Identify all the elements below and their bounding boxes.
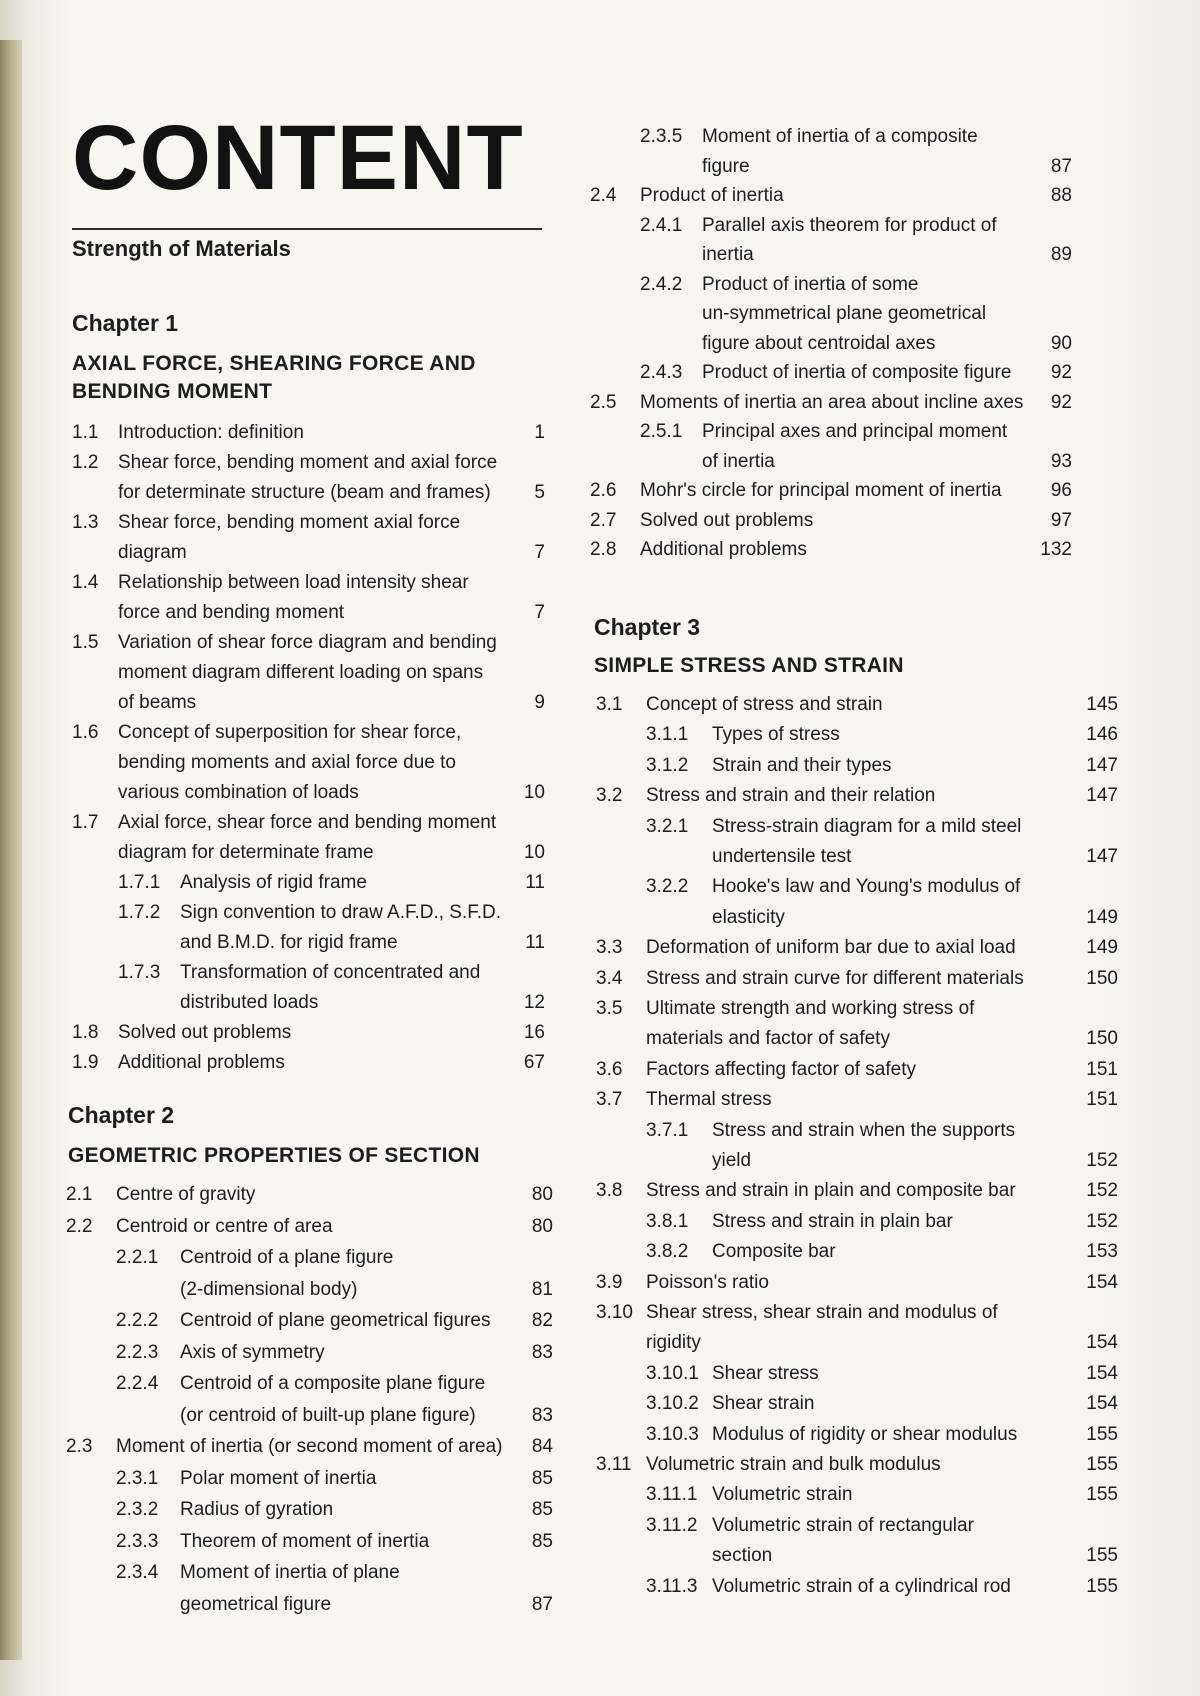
toc-entry-number: 2.4.3 <box>640 362 683 383</box>
toc-entry-text: Volumetric strain of rectangular <box>712 1514 974 1536</box>
toc-entry-number: 2.4.1 <box>640 214 683 236</box>
toc-entry-number: 2.6 <box>590 480 617 501</box>
toc-entry-text: yield <box>712 1149 752 1171</box>
toc-entry-text: Product of inertia of some <box>702 273 919 295</box>
toc-entry-text: Shear stress, shear strain and modulus of <box>646 1302 998 1323</box>
chapter-1-label: Chapter 1 <box>72 310 179 336</box>
toc-entry-text: Principal axes and principal moment <box>702 421 1008 442</box>
toc-entry-text: Radius of gyration <box>180 1499 334 1520</box>
toc-entry-page: 16 <box>523 1022 545 1043</box>
toc-entry-number: 3.2 <box>596 785 623 807</box>
toc-entry <box>0 1207 1200 1237</box>
toc-entry <box>0 1268 1200 1298</box>
toc-entry-page: 92 <box>1050 362 1072 383</box>
toc-entry-text: Thermal stress <box>646 1089 772 1111</box>
toc-entry-text: bending moments and axial force due to <box>118 752 456 773</box>
chapter-1-title-line-2: BENDING MOMENT <box>72 380 273 403</box>
toc-entry-page: 149 <box>1086 906 1118 928</box>
page-title: CONTENT <box>72 107 524 209</box>
toc-entry-text: inertia <box>702 244 754 265</box>
toc-entry-text: Modulus of rigidity or shear modulus <box>712 1423 1018 1445</box>
toc-entry-text: Stress and strain when the supports <box>712 1119 1016 1141</box>
toc-entry-text: Deformation of uniform bar due to axial load <box>646 937 1016 959</box>
toc-entry-number: 2.2.4 <box>116 1373 159 1394</box>
toc-entry-page: 85 <box>531 1499 553 1520</box>
toc-entry <box>0 211 1200 270</box>
toc-entry-number: 1.1 <box>72 422 99 443</box>
toc-entry-page: 155 <box>1086 1545 1118 1567</box>
toc-entry <box>0 1450 1200 1480</box>
toc-entry-text: Centroid of plane geometrical figures <box>180 1310 491 1331</box>
toc-entry-page: 5 <box>534 482 545 503</box>
toc-entry-text: diagram <box>118 542 187 563</box>
toc-entry-page: 10 <box>523 842 545 863</box>
toc-entry <box>0 1116 1200 1177</box>
toc-entry-text: Product of inertia of composite figure <box>702 362 1012 383</box>
toc-entry-text: Stress and strain in plain and composite bar <box>646 1180 1016 1202</box>
toc-entry-number: 3.5 <box>596 998 623 1019</box>
toc-entry-text: Relationship between load intensity shear <box>118 572 469 593</box>
toc-entry <box>0 751 1200 781</box>
toc-entry-text: and B.M.D. for rigid frame <box>180 932 398 953</box>
toc-entry-number: 1.7.2 <box>118 902 161 923</box>
toc-entry-text: of beams <box>118 692 197 713</box>
toc-entry <box>0 781 1200 811</box>
toc-entry-number: 3.1.1 <box>646 724 689 746</box>
toc-entry-text: Types of stress <box>712 724 840 746</box>
toc-entry-text: geometrical figure <box>180 1593 332 1615</box>
subject-title: Strength of Materials <box>72 236 291 261</box>
toc-entry-text: (or centroid of built-up plane figure) <box>180 1404 476 1426</box>
toc-entry-page: 90 <box>1050 332 1072 354</box>
toc-entry-text: moment diagram different loading on spans <box>118 662 484 683</box>
toc-entry-page: 80 <box>531 1215 553 1237</box>
toc-entry-number: 1.7.1 <box>118 872 161 893</box>
chapter-1-title-line-1: AXIAL FORCE, SHEARING FORCE AND <box>72 352 476 375</box>
toc-entry-page: 154 <box>1086 1271 1118 1293</box>
toc-entry-page: 82 <box>531 1310 553 1331</box>
toc-entry-number: 1.3 <box>72 512 99 533</box>
toc-entry-text: Centroid of a plane figure <box>180 1247 394 1268</box>
toc-entry-text: Composite bar <box>712 1241 836 1263</box>
toc-entry-page: 154 <box>1086 1332 1118 1354</box>
toc-entry-page: 147 <box>1086 785 1118 807</box>
toc-entry-text: Moments of inertia an area about incline axes <box>640 391 1024 413</box>
toc-entry <box>0 994 1200 1055</box>
toc-entry-number: 2.3.2 <box>116 1499 159 1520</box>
toc-entry-number: 3.7 <box>596 1089 623 1111</box>
toc-entry-number: 1.5 <box>72 632 99 653</box>
toc-entry-page: 85 <box>531 1467 553 1489</box>
toc-entry-text: Moment of inertia of a composite <box>702 126 978 147</box>
toc-entry <box>0 1420 1200 1450</box>
toc-entry-text: Centroid of a composite plane figure <box>180 1373 486 1394</box>
toc-entry <box>0 181 1200 211</box>
toc-entry-page: 81 <box>531 1278 553 1300</box>
toc-entry-text: un-symmetrical plane geometrical <box>702 303 987 324</box>
chapter-2-label: Chapter 2 <box>68 1102 175 1128</box>
toc-entry <box>0 535 1200 565</box>
toc-entry <box>0 388 1200 418</box>
toc-entry-page: 10 <box>523 782 545 803</box>
toc-entry-text: Centre of gravity <box>116 1184 256 1205</box>
toc-entry-number: 2.2.1 <box>116 1247 159 1268</box>
toc-entry-text: Strain and their types <box>712 754 892 776</box>
toc-entry-page: 96 <box>1050 480 1072 501</box>
toc-entry-number: 3.8.2 <box>646 1241 689 1263</box>
toc-entry-text: Shear force, bending moment and axial force <box>118 452 498 473</box>
toc-entry-text: Parallel axis theorem for product of <box>702 214 997 236</box>
toc-entry-number: 3.10.3 <box>646 1423 699 1445</box>
toc-entry-text: Shear force, bending moment axial force <box>118 512 461 533</box>
toc-entry-number: 3.7.1 <box>646 1119 689 1141</box>
chapter-3-title: SIMPLE STRESS AND STRAIN <box>594 654 904 677</box>
toc-entry <box>0 1176 1200 1206</box>
toc-entry <box>0 270 1200 359</box>
toc-entry-page: 84 <box>531 1436 553 1457</box>
toc-entry-page: 152 <box>1086 1149 1118 1171</box>
toc-entry <box>0 358 1200 388</box>
toc-entry-number: 1.9 <box>72 1052 99 1073</box>
toc-entry-number: 2.2.3 <box>116 1341 159 1363</box>
toc-entry-page: 145 <box>1086 694 1118 715</box>
toc-entry-page: 150 <box>1086 1028 1118 1050</box>
toc-entry-number: 3.10 <box>596 1302 633 1323</box>
toc-entry-number: 3.8.1 <box>646 1210 689 1232</box>
toc-entry-text: Transformation of concentrated and <box>180 962 481 983</box>
toc-entry-text: undertensile test <box>712 845 852 867</box>
toc-entry-text: Mohr's circle for principal moment of inertia <box>640 480 1002 501</box>
toc-entry-text: force and bending moment <box>118 602 345 623</box>
toc-entry-page: 97 <box>1050 509 1072 531</box>
toc-entry-page: 155 <box>1086 1454 1118 1475</box>
toc-entry-text: Product of inertia <box>640 185 784 206</box>
toc-entry-number: 2.2 <box>66 1215 93 1237</box>
toc-entry-page: 155 <box>1086 1484 1118 1506</box>
toc-entry-number: 2.3 <box>66 1436 93 1457</box>
toc-entry-text: diagram for determinate frame <box>118 842 374 863</box>
toc-entry-number: 3.1.2 <box>646 754 689 776</box>
toc-entry-text: Moment of inertia (or second moment of area) <box>116 1436 503 1457</box>
toc-entry-text: Theorem of moment of inertia <box>180 1530 430 1552</box>
toc-entry-text: (2-dimensional body) <box>180 1278 358 1300</box>
toc-entry-text: Hooke's law and Young's modulus of <box>712 876 1021 898</box>
toc-entry-number: 2.7 <box>590 509 617 531</box>
toc-entry <box>0 122 1200 181</box>
toc-entry-number: 2.3.3 <box>116 1530 159 1552</box>
toc-entry <box>0 1298 1200 1359</box>
toc-entry-number: 3.3 <box>596 937 623 959</box>
toc-entry-page: 85 <box>531 1530 553 1552</box>
toc-entry-number: 1.7 <box>72 812 99 833</box>
toc-entry-number: 3.10.1 <box>646 1362 699 1384</box>
toc-entry-number: 2.8 <box>590 539 617 560</box>
toc-entry-text: figure <box>702 155 750 177</box>
toc-entry-number: 2.5.1 <box>640 421 683 442</box>
toc-entry-number: 3.11 <box>596 1454 632 1475</box>
toc-entry-text: Sign convention to draw A.F.D., S.F.D. <box>180 902 502 923</box>
toc-entry-text: of inertia <box>702 450 775 472</box>
toc-entry-text: Solved out problems <box>640 509 814 531</box>
toc-entry <box>0 1055 1200 1085</box>
toc-entry-page: 147 <box>1086 754 1118 776</box>
toc-entry-text: Volumetric strain and bulk modulus <box>646 1454 941 1475</box>
toc-entry <box>0 690 1200 720</box>
toc-entry-page: 11 <box>525 932 545 953</box>
toc-entry <box>0 1480 1200 1510</box>
toc-entry <box>0 1237 1200 1267</box>
toc-entry-number: 1.7.3 <box>118 962 161 983</box>
toc-entry-text: Centroid or centre of area <box>116 1215 333 1237</box>
toc-entry-number: 3.11.2 <box>646 1514 698 1536</box>
toc-entry-number: 2.4 <box>590 185 617 206</box>
toc-entry-number: 1.4 <box>72 572 99 593</box>
toc-entry-number: 2.5 <box>590 391 617 413</box>
toc-entry <box>0 506 1200 536</box>
toc-entry-number: 2.4.2 <box>640 273 683 295</box>
toc-entry-page: 67 <box>523 1052 545 1073</box>
toc-entry-text: Additional problems <box>118 1052 285 1073</box>
toc-entry-text: Stress and strain curve for different materials <box>646 967 1024 989</box>
toc-entry-text: Variation of shear force diagram and bending <box>118 632 497 653</box>
toc-entry-number: 3.1 <box>596 694 623 715</box>
toc-entry <box>0 720 1200 750</box>
toc-entry <box>0 933 1200 963</box>
toc-entry-text: Solved out problems <box>118 1022 292 1043</box>
toc-entry-page: 11 <box>525 872 545 893</box>
toc-entry-page: 9 <box>534 692 545 713</box>
toc-entry-text: Moment of inertia of plane <box>180 1562 400 1583</box>
toc-entry-text: Polar moment of inertia <box>180 1467 377 1489</box>
toc-entry-page: 92 <box>1050 391 1072 413</box>
toc-entry-page: 7 <box>534 542 545 563</box>
toc-entry-page: 151 <box>1086 1089 1118 1111</box>
toc-entry-text: Stress and strain in plain bar <box>712 1210 953 1232</box>
toc-entry <box>0 476 1200 506</box>
toc-entry-number: 3.10.2 <box>646 1393 699 1415</box>
toc-entry-text: materials and factor of safety <box>646 1028 890 1050</box>
toc-entry <box>0 1085 1200 1115</box>
toc-entry-text: various combination of loads <box>118 782 359 803</box>
toc-entry <box>0 417 1200 476</box>
toc-entry-page: 83 <box>531 1341 553 1363</box>
toc-entry-page: 1 <box>534 422 545 443</box>
toc-entry-text: rigidity <box>646 1332 701 1354</box>
toc-entry-page: 87 <box>1050 155 1072 177</box>
toc-entry <box>0 872 1200 933</box>
toc-entry-number: 3.4 <box>596 967 623 989</box>
toc-entry-number: 2.3.4 <box>116 1562 159 1583</box>
toc-entry-text: Shear strain <box>712 1393 815 1415</box>
toc-entry-text: Axis of symmetry <box>180 1341 325 1363</box>
toc-entry-page: 132 <box>1040 539 1072 560</box>
toc-entry <box>0 1359 1200 1389</box>
toc-entry-number: 2.3.1 <box>116 1467 159 1489</box>
toc-entry-page: 154 <box>1086 1393 1118 1415</box>
toc-entry-text: Shear stress <box>712 1362 819 1384</box>
toc-entry-number: 2.2.2 <box>116 1310 159 1331</box>
toc-entry-page: 87 <box>531 1593 553 1615</box>
toc-entry <box>0 1572 1200 1602</box>
toc-entry-number: 3.2.2 <box>646 876 689 898</box>
toc-entry-text: Introduction: definition <box>118 422 304 443</box>
toc-entry-page: 80 <box>531 1184 553 1205</box>
toc-entry-number: 3.2.1 <box>646 815 689 837</box>
toc-entry-page: 155 <box>1086 1423 1118 1445</box>
toc-entry-text: figure about centroidal axes <box>702 332 936 354</box>
toc-entry-text: Additional problems <box>640 539 807 560</box>
toc-entry-page: 151 <box>1086 1058 1118 1080</box>
toc-entry-page: 147 <box>1086 845 1118 867</box>
toc-entry-text: Stress-strain diagram for a mild steel <box>712 815 1022 837</box>
toc-entry-number: 3.9 <box>596 1271 623 1293</box>
toc-entry-text: section <box>712 1545 773 1567</box>
toc-entry-page: 89 <box>1050 244 1072 265</box>
toc-entry-text: Axial force, shear force and bending moment <box>118 812 497 833</box>
toc-entry-page: 149 <box>1086 937 1118 959</box>
toc-entry-text: Stress and strain and their relation <box>646 785 936 807</box>
toc-entry-text: distributed loads <box>180 992 319 1013</box>
toc-entry-page: 12 <box>523 992 545 1013</box>
toc-entry-page: 150 <box>1086 967 1118 989</box>
toc-entry-page: 152 <box>1086 1180 1118 1202</box>
toc-entry-number: 3.11.1 <box>646 1484 698 1506</box>
toc-entry-page: 146 <box>1086 724 1118 746</box>
toc-entry-number: 3.8 <box>596 1180 623 1202</box>
toc-entry-number: 3.6 <box>596 1058 623 1080</box>
toc-entry-number: 3.11.3 <box>646 1575 698 1597</box>
toc-entry-text: Concept of superposition for shear force, <box>118 722 462 743</box>
toc-entry-page: 152 <box>1086 1210 1118 1232</box>
toc-entry-page: 153 <box>1086 1241 1118 1263</box>
toc-entry <box>0 1511 1200 1572</box>
toc-entry-text: Volumetric strain of a cylindrical rod <box>712 1575 1011 1597</box>
chapter-3-label: Chapter 3 <box>594 614 701 640</box>
toc-entry-page: 88 <box>1050 185 1072 206</box>
toc-entry-text: Ultimate strength and working stress of <box>646 998 975 1019</box>
toc-entry-text: Poisson's ratio <box>646 1271 769 1293</box>
toc-entry-page: 93 <box>1050 450 1072 472</box>
toc-entry-number: 1.2 <box>72 452 99 473</box>
toc-entry-page: 83 <box>531 1404 553 1426</box>
toc-entry-text: elasticity <box>712 906 785 928</box>
toc-entry-text: Concept of stress and strain <box>646 694 883 715</box>
chapter-2-title: GEOMETRIC PROPERTIES OF SECTION <box>68 1144 480 1167</box>
toc-entry-number: 2.1 <box>66 1184 93 1205</box>
toc-entry-text: for determinate structure (beam and frames) <box>118 482 491 503</box>
toc-entry-text: Factors affecting factor of safety <box>646 1058 916 1080</box>
toc-entry-text: Volumetric strain <box>712 1484 853 1506</box>
toc-entry-text: Analysis of rigid frame <box>180 872 367 893</box>
toc-entry <box>0 1389 1200 1419</box>
toc-entry-page: 155 <box>1086 1575 1118 1597</box>
toc-entry-number: 1.8 <box>72 1022 99 1043</box>
toc-entry-page: 7 <box>534 602 545 623</box>
toc-entry-page: 154 <box>1086 1362 1118 1384</box>
toc-entry <box>0 812 1200 873</box>
toc-entry-number: 1.6 <box>72 722 99 743</box>
toc-entry-number: 2.3.5 <box>640 126 683 147</box>
toc-entry <box>0 964 1200 994</box>
